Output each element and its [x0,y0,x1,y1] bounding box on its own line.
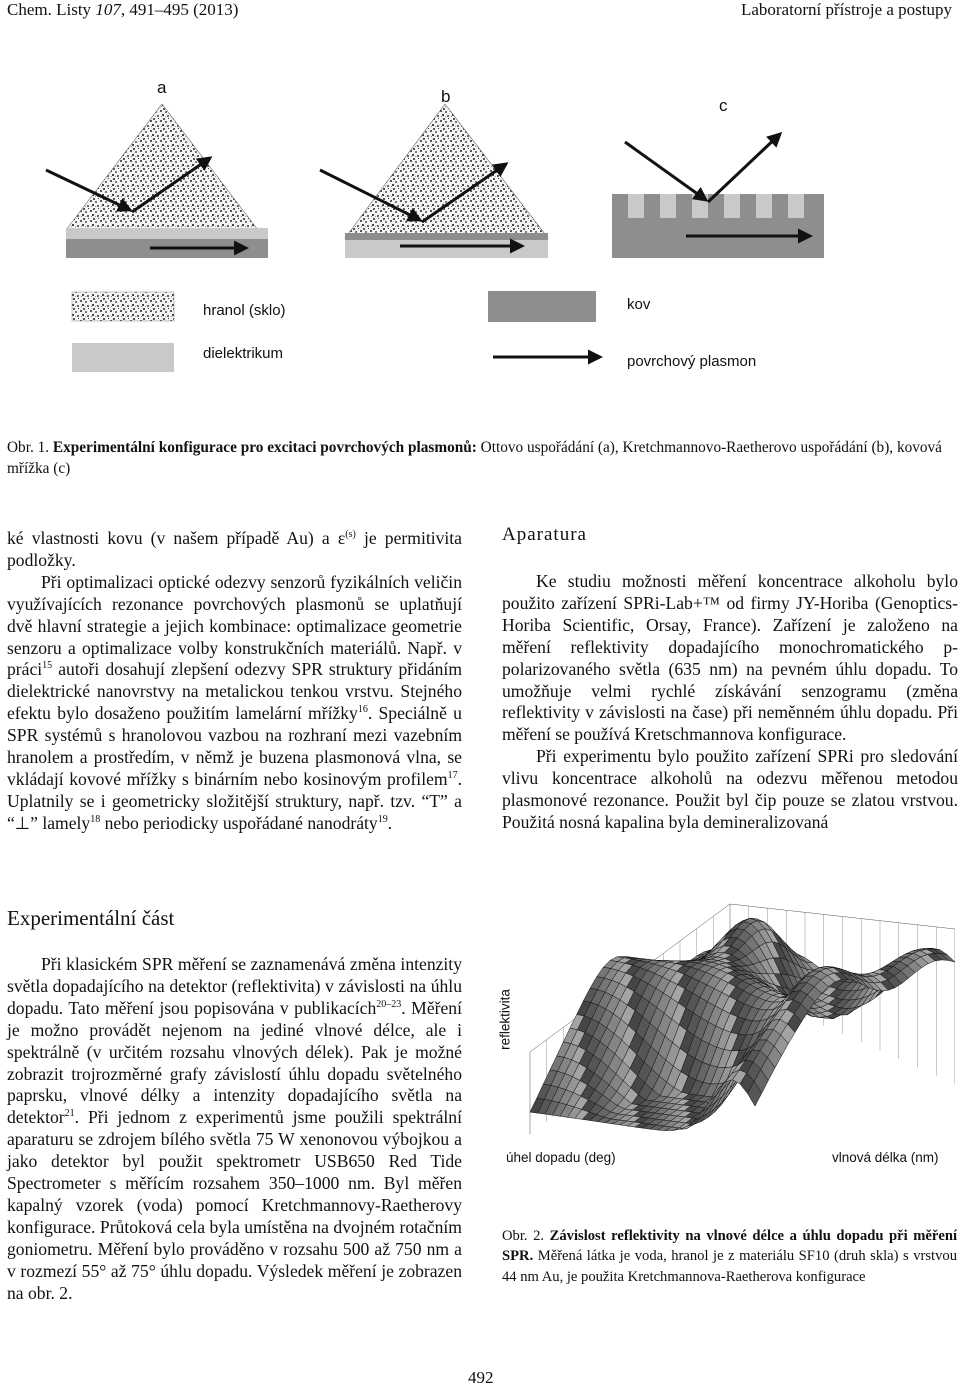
xlabel-angle: úhel dopadu (deg) [506,1150,616,1165]
legend-dielectric-swatch [72,343,174,372]
dielectric-layer-b [345,240,548,258]
figure-1-caption: Obr. 1. Experimentální konfigurace pro excitaci povrchových plasmonů: Ottovo uspořádání (a), Kretchmannovo-Raetherovo uspořádání (b), kovová mřížka (c) [7,439,942,477]
experimental-column [7,954,462,1305]
legend-metal-label: kov [627,296,651,313]
legend-dielectric-label: dielektrikum [203,345,284,362]
aparatura-heading: Aparatura [502,524,587,545]
left-column-top [7,528,462,835]
incident-arrow-c [625,142,706,200]
reflected-arrow-c [708,134,780,202]
legend-prism-swatch [72,292,174,321]
panel-label-b: b [441,87,451,106]
surface-mesh [530,918,955,1130]
aparatura-column [502,571,958,834]
aparatura-paragraph-2: Při experimentu bylo použito zařízení SPRi pro sledování vlivu koncentrace alkoholů na odezvu měřenou metodou plasmonové rezonance. Použit byl čip pouze se zlatou vrstvou. Použitá nosná kapalina byla demineralizovaná [502,746,958,832]
figure-1 [0,60,960,390]
figure-2 [490,884,955,1214]
ylabel-wavelength: vlnová délka (nm) [832,1150,939,1165]
prism-a [66,104,258,230]
running-header-citation: Chem. Listy 107, 491–495 (2013) [7,0,239,19]
aparatura-paragraph-1: Ke studiu možnosti měření koncentrace alkoholu bylo použito zařízení SPRi-Lab+™ od firmy JY-Horiba (Genoptics-Horiba Scientific, Orsay, France). Zařízení je založeno na měření reflektivity dopadajícího monochromatického p-polarizovaného světla (635 nm) na pevném úhlu dopadu. To umožňuje velmi rychlé získávání senzogramu (změna reflektivity v závislosti na čase) při neměnném úhlu dopadu. Při měření se používá Kretschmannova konfigurace. [502,571,958,745]
running-header-section: Laboratorní přístroje a postupy [740,0,952,19]
prism-b [345,104,548,238]
panel-a-otto [46,104,268,258]
panel-label-c: c [719,96,728,115]
legend-plasmon-label: povrchový plasmon [627,353,757,370]
experimental-heading: Experimentální část [7,906,175,930]
metal-layer-b [345,233,548,240]
zlabel-reflektivita: reflektivita [497,989,513,1050]
panel-b-kretschmann [320,104,548,258]
figure-2-caption: Obr. 2. Závislost reflektivity na vlnové délce a úhlu dopadu při měření SPR. Měřená látka je voda, hranol je z materiálu SF10 (druh skla) s vrstvou 44 nm Au, je použita Kretchmannova-Raetherova konfigurace [502,1228,958,1285]
legend-metal-swatch [488,291,596,322]
experimental-paragraph: Při klasickém SPR měření se zaznamenává změna intenzity světla dopadajícího na detektor (reflektivita) v závislosti na úhlu dopadu. Tato měření jsou popisována v publikacích$^{20-23}$. Měření je možno provádět nejenom na jediné vlnové délce, ale i spektrálně (v určitém rozsahu vlnových délek). Pak je možné zobrazit trojrozměrné grafy závislostí úhlu dopadu světelného paprsku, vlnové délky a intenzity dopadajícího světla na detektor$^{21}$. Při jednom z experimentů jsme použili spektrální aparaturu se zdrojem bílého světla 75 W xenonovou výbojkou a jako detektor byl použit spektrometr USB650 Red Tide Spectrometer s měřícím rozsahem 350–1000 nm. Byl měřen kapalný vzorek (voda) pomocí Kretchmannovy-Raetherovy konfigurace. Průtoková cela byla umístěna na dvojném rotačním goniometru. Měření bylo prováděno v rozsahu 500 až 750 nm a v rozmezí 55° až 75° úhlu dopadu. Výsledek měření je zobrazen na obr. 2. [7,954,462,1303]
figure-1-diagram [0,60,960,390]
panel-c-grating [612,134,824,258]
page-number: 492 [468,1368,494,1387]
legend-prism-label: hranol (sklo) [203,302,286,319]
paragraph-permitivity: ké vlastnosti kovu (v našem případě Au) a $\varepsilon^{(s)}$ je permitivita podložky. [7,528,462,570]
panel-label-a: a [157,78,167,97]
paragraph-optimization: Při optimalizaci optické odezvy senzorů fyzikálních veličin využívajících rezonance povrchových plasmonů se uplatňují dvě hlavní strategie a jejich kombinace: optimalizace geometrie senzoru a optimalizace volby konstrukčních materiálů. Např. v práci$^{15}$ autoři dosahují zlepšení odezvy SPR struktury přidáním dielektrické nanovrstvy na metalickou tenkou vrstvu. Stejného efektu bylo dosaženo použitím lamelární mřížky$^{16}$. Speciálně u SPR systémů s hranolovou vazbou na rozhraní mezi vazebním hranolem a prostředím, v němž je buzena plasmonová vlna, se vkládají kovové mřížky s binárním nebo kosinovým profilem$^{17}$. Uplatnily se i geometricky složitější struktury, např. tzv. “T” a “⊥” lamely$^{18}$ nebo periodicky uspořádané nanodráty$^{19}$. [7,571,462,833]
dielectric-layer-a [66,228,268,239]
